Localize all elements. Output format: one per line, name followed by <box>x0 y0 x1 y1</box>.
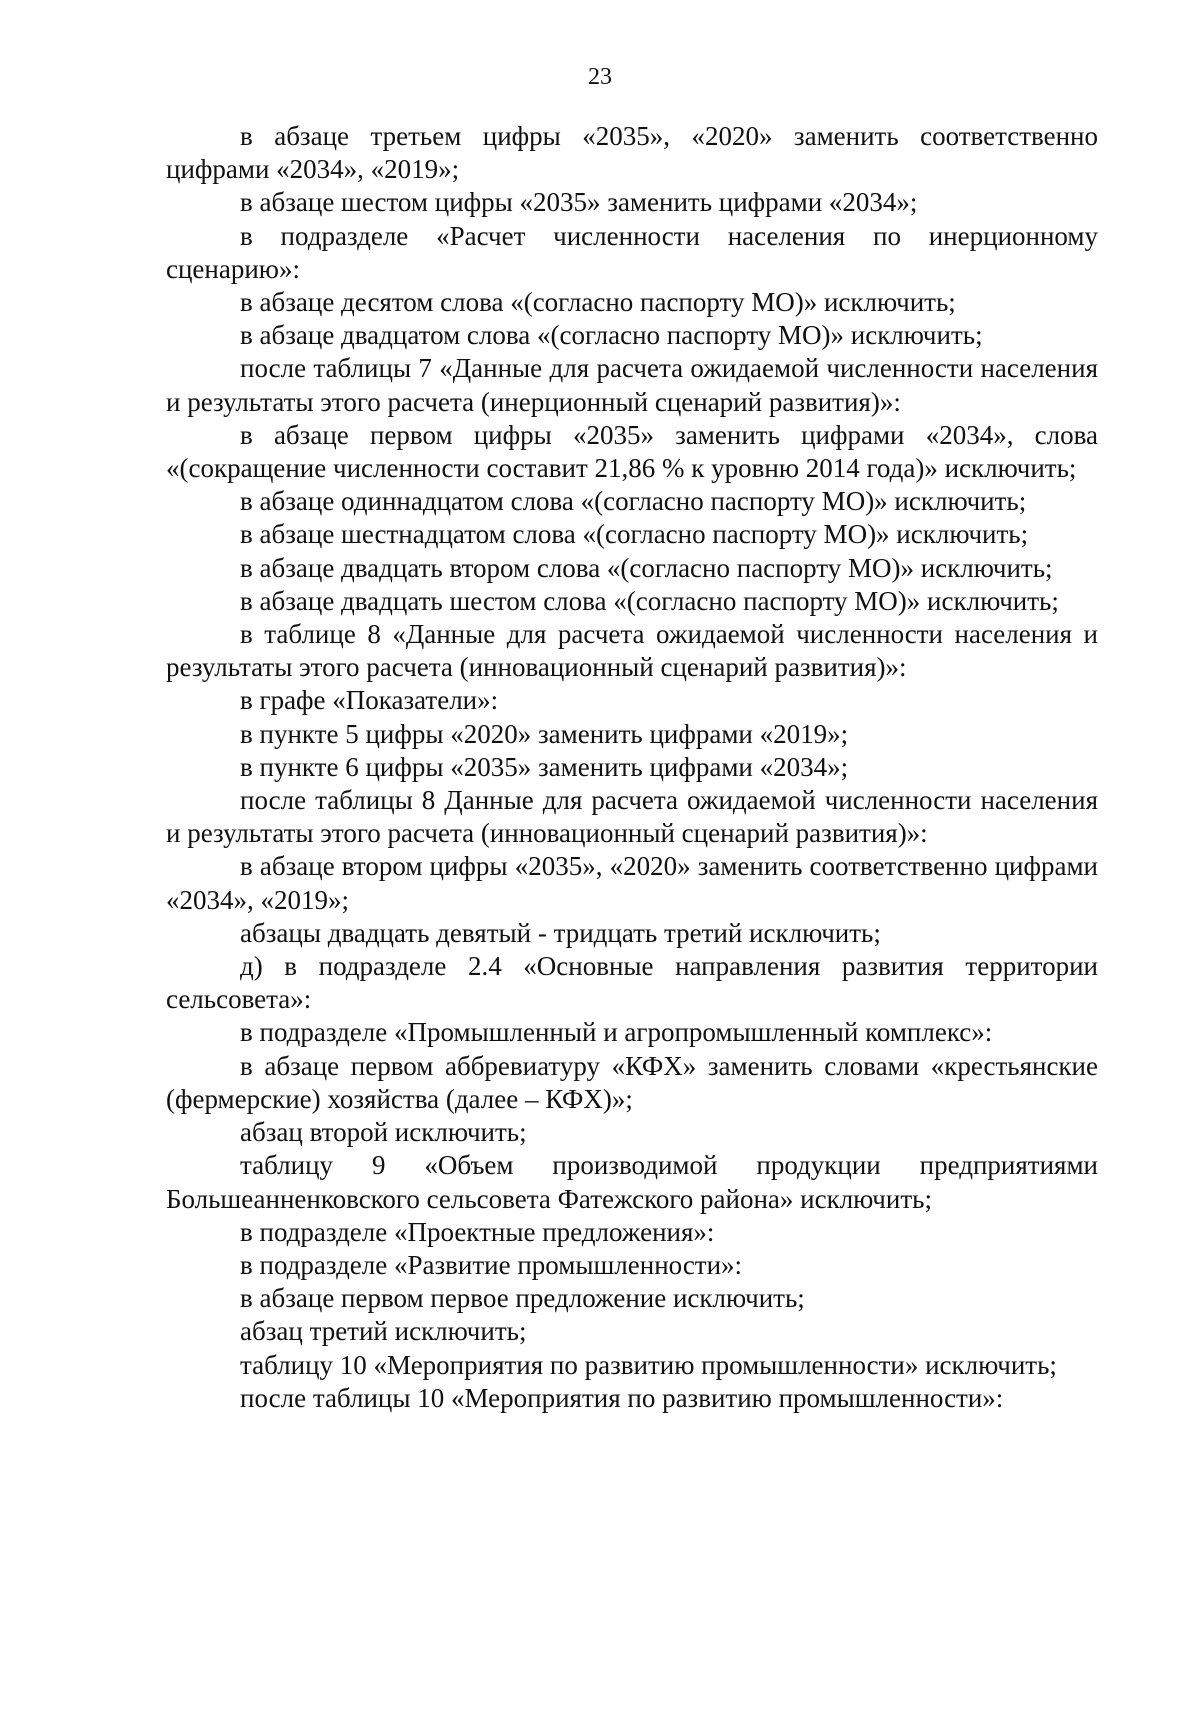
paragraph: в абзаце двадцать втором слова «(согласно паспорту МО)» исключить; <box>240 552 1053 583</box>
paragraph: после таблицы 10 «Мероприятия по развитию промышленности»: <box>240 1382 1004 1413</box>
paragraph: в абзаце первом цифры «2035» заменить цифрами «2034», слова «(сокращение численности составит 21,86 % к уровню 2014 года)» исключить; <box>166 419 1098 484</box>
paragraph: в абзаце десятом слова «(согласно паспорту МО)» исключить; <box>240 287 956 318</box>
paragraph: в абзаце втором цифры «2035», «2020» заменить соответственно цифрами «2034», «2019»; <box>166 851 1098 915</box>
paragraph: в абзаце шестом цифры «2035» заменить цифрами «2034»; <box>240 187 918 218</box>
paragraph: в пункте 6 цифры «2035» заменить цифрами «2034»; <box>240 751 849 782</box>
paragraph: в подразделе «Развитие промышленности»: <box>240 1249 743 1280</box>
paragraph: абзац второй исключить; <box>240 1117 527 1148</box>
paragraph: таблицу 10 «Мероприятия по развитию промышленности» исключить; <box>240 1349 1057 1380</box>
document-body <box>166 120 1098 1415</box>
paragraph: таблицу 9 «Объем производимой продукции предприятиями Большеанненковского сельсовета Фатежского района» исключить; <box>166 1150 1098 1214</box>
paragraph: в абзаце одиннадцатом слова «(согласно паспорту МО)» исключить; <box>240 486 1027 517</box>
paragraph: после таблицы 8 Данные для расчета ожидаемой численности населения и результаты этого расчета (инновационный сценарий развития)»: <box>166 785 1098 849</box>
paragraph: в абзаце первом аббревиатуру «КФХ» заменить словами «крестьянские (фермерские) хозяйства (далее – КФХ)»; <box>166 1050 1098 1114</box>
paragraph: в абзаце первом первое предложение исключить; <box>240 1283 805 1314</box>
paragraph: в абзаце третьем цифры «2035», «2020» заменить соответственно цифрами «2034», «2019»; <box>166 121 1098 185</box>
paragraph: в таблице 8 «Данные для расчета ожидаемой численности населения и результаты этого расчета (инновационный сценарий развития)»: <box>166 619 1098 683</box>
page-number: 23 <box>588 64 612 90</box>
paragraph: в подразделе «Промышленный и агропромышленный комплекс»: <box>240 1017 993 1048</box>
paragraph: в абзаце шестнадцатом слова «(согласно паспорту МО)» исключить; <box>240 519 1029 550</box>
paragraph: в графе «Показатели»: <box>240 685 499 716</box>
paragraph: в абзаце двадцатом слова «(согласно паспорту МО)» исключить; <box>240 320 983 351</box>
paragraph: в абзаце двадцать шестом слова «(согласно паспорту МО)» исключить; <box>240 585 1059 616</box>
paragraph: в пункте 5 цифры «2020» заменить цифрами «2019»; <box>240 718 849 749</box>
paragraph: после таблицы 7 «Данные для расчета ожидаемой численности населения и результаты этого расчета (инерционный сценарий развития)»: <box>166 353 1098 417</box>
paragraph: в подразделе «Проектные предложения»: <box>240 1216 715 1247</box>
paragraph: д) в подразделе 2.4 «Основные направления развития территории сельсовета»: <box>166 951 1098 1015</box>
paragraph: абзац третий исключить; <box>240 1316 527 1347</box>
paragraph: в подразделе «Расчет численности населения по инерционному сценарию»: <box>166 220 1098 284</box>
paragraph: абзацы двадцать девятый - тридцать третий исключить; <box>240 917 881 948</box>
